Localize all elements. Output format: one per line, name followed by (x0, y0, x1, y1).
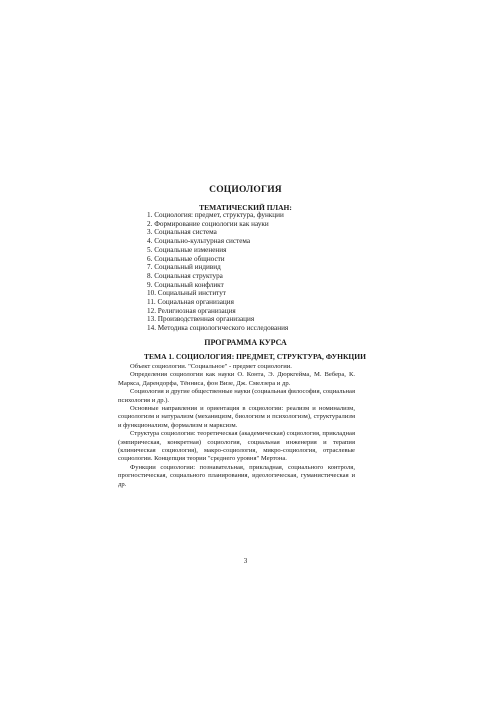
body-paragraph: Основные направления и ориентация в социологии: реализм и номинализм, социологизм и натурализм (механицизм, биологизм и психологизм), структурализм и функционализм, формализм и марксизм. (118, 405, 355, 429)
plan-item: 4. Социально-культурная система (147, 237, 251, 246)
plan-item: 13. Производственная организация (147, 315, 255, 324)
page-number: 3 (243, 557, 248, 565)
document-title: СОЦИОЛОГИЯ (209, 185, 282, 195)
plan-item: 8. Социальная структура (147, 271, 223, 280)
body-paragraph: Объект социологии. "Социальное" - предмет социологии. (130, 363, 292, 370)
topic-title: ТЕМА 1. СОЦИОЛОГИЯ: ПРЕДМЕТ, СТРУКТУРА, ФУНКЦИИ (144, 352, 366, 361)
body-paragraph: Функции социологии: познавательная, прикладная, социального контроля, прогностическая, социального планирования, идеологическая, гуманистическая и др. (118, 463, 355, 488)
plan-item: 12. Религиозная организация (147, 306, 236, 315)
program-heading: ПРОГРАММА КУРСА (204, 338, 287, 347)
plan-item: 9. Социальный конфликт (147, 280, 224, 289)
plan-item: 3. Социальная система (147, 228, 217, 237)
topic-body (118, 363, 355, 489)
plan-item: 6. Социальные общности (147, 254, 225, 263)
plan-item: 2. Формирование социологии как науки (147, 219, 269, 228)
thematic-plan-list (147, 211, 288, 333)
plan-item: 5. Социальные изменения (147, 245, 227, 254)
thematic-plan-heading: ТЕМАТИЧЕСКИЙ ПЛАН: (199, 203, 292, 212)
body-paragraph: Определения социологии как науки О. Конта, Э. Дюркгейма, М. Вебера, К. Маркса, Дарендорфа, Тённиса, фон Визе, Дж. Смелзера и др. (118, 371, 355, 387)
plan-item: 1. Социология: предмет, структура, функции (147, 211, 284, 219)
plan-item: 14. Методика социологического исследования (147, 324, 289, 333)
plan-item: 10. Социальный институт (147, 289, 226, 298)
plan-item: 11. Социальная организация (147, 298, 234, 307)
body-paragraph: Социология и другие общественные науки (социальная философия, социальная психология и др.). (118, 388, 355, 404)
body-paragraph: Структура социологии: теоретическая (академическая) социология, прикладная (эмпирическая, конкретная) социология, социальная инженерия и терапия (клиническая социология), макро-социология, микро-социология, отраслевые социологии. Концепция теории "среднего уровня" Мертона. (118, 430, 355, 463)
plan-item: 7. Социальный индивид (147, 263, 221, 272)
